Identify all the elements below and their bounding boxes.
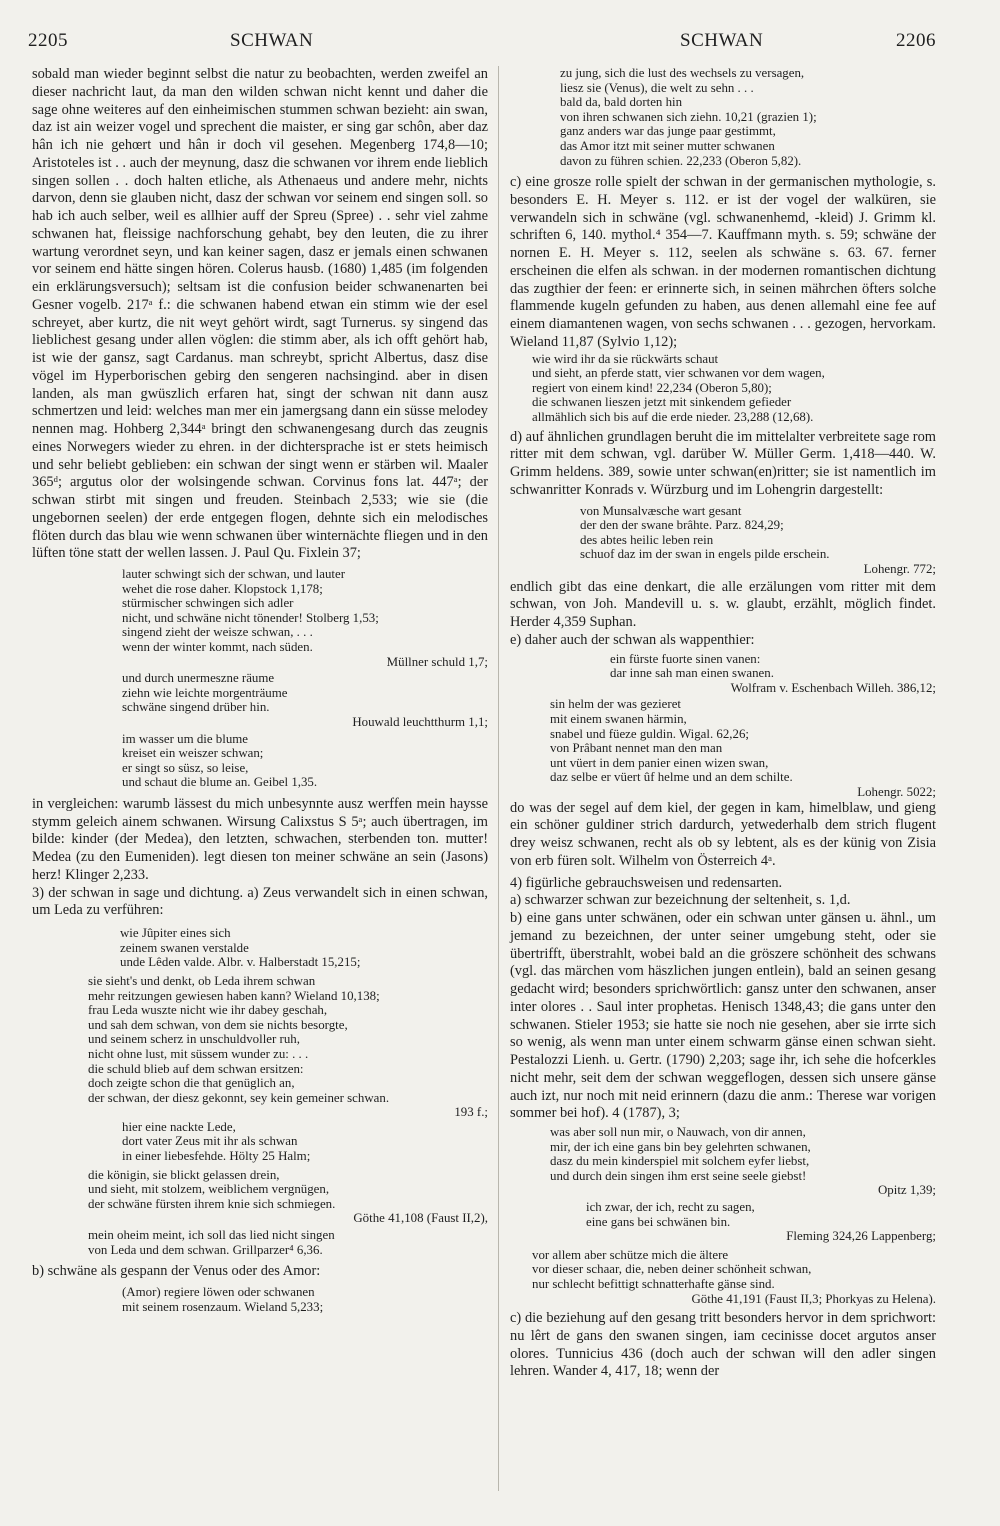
verse-line: lauter schwingt sich der schwan, und lauter (122, 567, 346, 581)
verse-quotation (32, 671, 488, 729)
verse-line: zu jung, sich die lust des wechsels zu versagen, (560, 66, 805, 80)
quote-source: Göthe 41,191 (Faust II,3; Phorkyas zu Helena). (691, 1291, 936, 1306)
verse-line: mir, der ich eine gans bin bey gelehrten schwanen, (550, 1139, 811, 1154)
right-column (510, 66, 936, 1381)
verse-quotation (510, 1248, 936, 1306)
verse-line: von Prâbant nennet man den man (550, 741, 723, 756)
verse-line: frau Leda wuszte nicht wie ihr dabey geschah, (88, 1003, 328, 1018)
verse-line: eine gans bei schwänen bin. (586, 1214, 731, 1229)
article-paragraph: a) schwarzer schwan zur bezeichnung der seltenheit, s. 1,d. (510, 892, 851, 909)
verse-line: nur schlecht befittigt schnatterhafte gänse sind. (532, 1276, 775, 1291)
verse-line: hier eine nackte Lede, (122, 1119, 236, 1134)
article-paragraph: endlich gibt das eine denkart, die alle erzälungen vom ritter mit dem schwan, von Joh. Mandevill u. s. w. glaubt, erzählt, möglich findet. Herder 4,359 Suphan. (510, 578, 936, 631)
verse-quotation (510, 652, 936, 696)
verse-line: zeinem swanen verstalde (120, 940, 249, 955)
article-paragraph: e) daher auch der schwan als wappenthier: (510, 631, 755, 648)
page-number-left: 2205 (28, 30, 68, 51)
verse-line: ich zwar, der ich, recht zu sagen, (586, 1200, 755, 1214)
verse-line: wie Jûpiter eines sich (120, 926, 231, 941)
article-paragraph: c) die beziehung auf den gesang tritt besonders hervor in dem sprichwort: nu lêrt de gans den swanen singen, iam cecinisse docet argutos anser olores. Tunnicius 436 (doch auch der schwan will den adler singen lehren. Wander 4, 417, 18; wenn der (510, 1310, 936, 1380)
verse-line: (Amor) regiere löwen oder schwanen (122, 1284, 315, 1299)
verse-line: ganz anders war das junge paar gestimmt, (560, 124, 776, 139)
quote-source: Houwald leuchtthurm 1,1; (352, 714, 488, 729)
quote-source: Wolfram v. Eschenbach Willeh. 386,12; (730, 680, 936, 695)
verse-line: schuof daz im der swan in engels pilde erschein. (580, 547, 830, 562)
running-title-left: SCHWAN (230, 30, 314, 51)
verse-quotation (510, 66, 936, 168)
page-number-right: 2206 (896, 30, 936, 51)
verse-line: unde Lêden valde. Albr. v. Halberstadt 15,215; (120, 955, 361, 970)
verse-line: er singt so süsz, so leise, (122, 760, 249, 775)
column-divider (498, 66, 499, 1491)
verse-line: der den der swane brâhte. Parz. 824,29; (580, 518, 784, 533)
verse-quotation (32, 926, 488, 970)
left-column (32, 66, 488, 1314)
verse-line: und sieht, an pferde statt, vier schwanen vor dem wagen, (532, 366, 825, 381)
verse-line: die königin, sie blickt gelassen drein, (88, 1167, 280, 1182)
quote-source: Müllner schuld 1,7; (386, 654, 488, 669)
verse-line: unt vüert in dem panier einen wizen swan, (550, 755, 769, 770)
verse-quotation (32, 732, 488, 790)
article-paragraph: b) schwäne als gespann der Venus oder des Amor: (32, 1263, 321, 1280)
verse-line: sie sieht's und denkt, ob Leda ihrem schwan (88, 973, 316, 988)
verse-line: singend zieht der weisze schwan, . . . (122, 625, 313, 640)
verse-line: der schwan, der diesz gekonnt, sey kein gemeiner schwan. (88, 1090, 390, 1105)
verse-line: ein fürste fuorte sinen vanen: (610, 651, 761, 666)
verse-line: das Amor itzt mit seiner mutter schwanen (560, 138, 775, 153)
article-paragraph: 4) figürliche gebrauchsweisen und redensarten. (510, 874, 783, 891)
verse-line: und durch dein singen ihm erst seine seele giebst! (550, 1168, 807, 1183)
verse-line: stürmischer schwingen sich adler (122, 596, 294, 611)
quote-source: Lohengr. 5022; (857, 784, 936, 799)
verse-quotation (510, 352, 936, 425)
verse-quotation (510, 697, 936, 799)
verse-quotation (32, 1120, 488, 1164)
verse-line: was aber soll nun mir, o Nauwach, von dir annen, (550, 1125, 806, 1140)
verse-line: wenn der winter kommt, nach süden. (122, 639, 313, 654)
verse-line: dort vater Zeus mit ihr als schwan (122, 1134, 298, 1149)
verse-line: mein oheim meint, ich soll das lied nicht singen (88, 1228, 335, 1243)
verse-line: bald da, bald dorten hin (560, 95, 683, 110)
verse-quotation (32, 1285, 488, 1314)
verse-line: der schwäne fürsten ihrem knie sich schmiegen. (88, 1196, 336, 1211)
article-paragraph: do was der segel auf dem kiel, der gegen in kam, himelblaw, und gieng ein schöner guldiner strich dardurch, yetwederhalb dem strich flugent drey weisz schwanen, recht als ob sy lebtent, als es der künig von Zisia von erb füren solt. Wilhelm von Österreich 4ᵃ. (510, 799, 936, 869)
verse-line: wie wird ihr da sie rückwärts schaut (532, 351, 719, 366)
verse-line: doch zeigte schon die that genüglich an, (88, 1076, 295, 1091)
verse-line: des abtes heilic leben rein (580, 532, 714, 547)
article-paragraph: in vergleichen: warumb lässest du mich unbesynnte ausz werffen mein haysse stymm geleich ainem schwanen. Wirsung Calixstus S 5ᵃ; auch übertragen, im bilde: kinder (der Medea), den letzten, schwachen, sterbenden ton. mutter! Medea (zu den Eumeniden). legt diesen ton meiner schwäne an sein (Jasons) herz! Klinger 2,233. (32, 795, 488, 883)
verse-line: snabel und füeze guldin. Wigal. 62,26; (550, 726, 750, 741)
verse-line: und durch unermeszne räume (122, 671, 275, 686)
verse-line: dar inne sah man einen swanen. (610, 666, 774, 681)
quote-source: Fleming 324,26 Lappenberg; (786, 1229, 936, 1244)
verse-line: liesz sie (Venus), die welt zu sehn . . . (560, 80, 754, 95)
verse-line: schwäne singend drüber hin. (122, 700, 270, 715)
verse-line: mit einem swanen härmin, (550, 711, 687, 726)
verse-line: nicht, und schwäne nicht tönender! Stolberg 1,53; (122, 610, 379, 625)
running-title-right: SCHWAN (680, 30, 764, 51)
article-paragraph: c) eine grosze rolle spielt der schwan in der germanischen mythologie, s. besonders E. H. Meyer s. 112. er ist der vogel der walküren, sie verwandeln sich in schwäne (vgl. schwanenhemd, -kleid) J. Grimm kl. schriften 6, 140. mythol.⁴ 354—7. Kauffmann myth. s. 59; schwäne der nornen E. H. Meyer s. 112, seelen als schwäne s. 63. 67. ferner erscheinen die elfen als schwan. in der modernen romantischen dichtung das zugthier der feen: er erinnerte sich, in seinen mährchen öfters solche flammende kugeln gefunden zu haben, aus denen allemahl eine fee auf einem diamantenen wagen, von sechs schwanen . . . gezogen, hervorkam. Wieland 11,87 (Sylvio 1,12); (510, 174, 936, 350)
verse-line: von Leda und dem schwan. Grillparzer⁴ 6,36. (88, 1242, 323, 1257)
verse-quotation (510, 504, 936, 577)
verse-line: allmählich sich bis auf die erde nieder. 23,288 (12,68). (532, 410, 814, 425)
verse-quotation (32, 1228, 488, 1257)
article-paragraph: sobald man wieder beginnt selbst die natur zu beobachten, werden zweifel an dieser nachricht laut, da man den wilden schwan nicht kennt und daher die sage ohne weiteres auf den einheimischen stummen schwan bezieht: ain swan, daz ist ain weizer vogel und sprechent die maister, er sing gar schôn, aber daz hân ich nie gehœrt und hân ir doch vil gesehen. Megenberg 174,8—10; Aristoteles ist . . auch der meynung, dasz die schwanen vor ihrem ende lieblich singen sollen . . doch halten etliche, als Athenaeus und andere mehr, nichts darvon, denn sie glauben nicht, dasz der schwan vor seinem end singen soll. so hab ich auch selber, weil es allhier auff der Spreu (Spree) . . sehr viel zahme schwanen hat, fleissige nachforschung gehabt, bey den leuten, die zu ihrer wartung verordnet seyn, und kan keiner sagen, dasz er jemals einen schwanen vor seinem end hätte singen hören. Colerus hausb. (1680) 1,485 (im folgenden ein erklärungsversuch); seltsam ist die confusion beider schwanenarten bei Gesner vogelb. 217ᵃ f.: die schwanen habend etwan ein stimm wie der esel schreyet, aber kurtz, die nit weyt gehört wirdt, sagt Turnerus. sy singend das lieblichest gesang under allen vöglen: die stimm aber, als ich offt gehört hab, ist wie der gansz, sagt Cardanus. man schreybt, spricht Albertus, dasz dise vögel im Hyperborischen gebirg den sengeren nachsingind. aber in disen landen, als man gwüszlich erfaren hat, singt der schwan nit dann ausz schmertzen und leid: welches man mer ein jamergsang dann ein süsse melodey nennen mag. Hohberg 2,344ᵃ bringt den schwanengesang durch das zeugnis eines Norwegers wieder zu ehren. in der dichtersprache ist er stets heimisch und sehr beliebt geblieben: ein schwan der singt wenn er stärben wil. Maaler 365ᵈ; argutus olor der wolsingende schwan. Corvinus fons lat. 447ᵃ; der schwan stirbt mit singen und freuden. Steinbach 2,533; wie sie (die ungebornen seelen) der erde entgegen flogen, dehnte sich ein melodisches flöten durch das blau wie wenn schwanen über winternächte fliegen und in den lüften töne statt der wellen lassen. J. Paul Qu. Fixlein 37; (32, 66, 488, 562)
verse-line: im wasser um die blume (122, 731, 249, 746)
verse-line: und sieht, mit stolzem, weiblichem vergnügen, (88, 1182, 330, 1197)
verse-line: mit seinem rosenzaum. Wieland 5,233; (122, 1299, 324, 1314)
verse-quotation (32, 1168, 488, 1226)
verse-quotation (32, 567, 488, 669)
verse-line: die schwanen lieszen jetzt mit sinkendem gefieder (532, 395, 792, 410)
verse-line: in einer liebesfehde. Hölty 25 Halm; (122, 1149, 311, 1164)
verse-line: wehet die rose daher. Klopstock 1,178; (122, 581, 323, 596)
verse-line: und sah dem schwan, von dem sie nichts besorgte, (88, 1017, 348, 1032)
verse-line: davon zu führen schien. 22,233 (Oberon 5,82). (560, 153, 802, 168)
verse-line: dasz du mein kinderspiel mit solchem eyfer liebst, (550, 1154, 810, 1169)
quote-source: Göthe 41,108 (Faust II,2), (353, 1211, 488, 1226)
verse-line: ziehn wie leichte morgenträume (122, 685, 288, 700)
verse-line: regiert von einem kind! 22,234 (Oberon 5,80); (532, 380, 772, 395)
quote-source: Opitz 1,39; (877, 1183, 936, 1198)
verse-line: die schuld blieb auf dem schwan ersitzen: (88, 1061, 304, 1076)
article-paragraph: 3) der schwan in sage und dichtung. a) Zeus verwandelt sich in einen schwan, um Leda zu verführen: (32, 884, 488, 919)
verse-line: sin helm der was gezieret (550, 697, 682, 712)
article-paragraph: b) eine gans unter schwänen, oder ein schwan unter gänsen u. ähnl., um jemand zu bezeichnen, der unter seiner umgebung steht, oder sie übertrifft, überstrahlt, wobei bald an die gröszere schönheit des schwans (vgl. das märchen vom häszlichen jungen entlein), bald an seinen gesang gedacht wird; besonders sprichwörtlich: gansz unter den schwanen, anser inter olores . . Saul inter prophetas. Henisch 1348,43; die gans unter den schwanen. Stieler 1953; sie hatte sie noch nie gesehen, aber sie irrte sich so wenig, als wenn man unter einem schwarm gänse einen schwan sieht. Pestalozzi Lienh. u. Gertr. (1790) 2,203; sage ihr, ich sehe die hofcerkles nicht mehr, seit dem der schwan weggeflogen, dessen sich unsere gänse auch izt, nur noch mit neid erinnern (dazu die anm.: Therese war vorigen sommer bei hof). 4 (1787), 3; (510, 910, 936, 1122)
verse-line: nicht ohne lust, mit süssem wunder zu: . . . (88, 1046, 309, 1061)
verse-line: von ihren schwanen sich ziehn. 10,21 (grazien 1); (560, 109, 817, 124)
verse-line: und seinem scherz in unschuldvoller ruh, (88, 1032, 300, 1047)
quote-source: 193 f.; (454, 1105, 488, 1120)
verse-line: von Munsalvæsche wart gesant (580, 503, 742, 518)
verse-line: und schaut die blume an. Geibel 1,35. (122, 775, 318, 790)
verse-quotation (32, 974, 488, 1120)
verse-line: vor allem aber schütze mich die ältere (532, 1247, 729, 1262)
verse-quotation (510, 1125, 936, 1198)
article-paragraph: d) auf ähnlichen grundlagen beruht die im mittelalter verbreitete sage rom ritter mit dem schwan, vgl. darüber W. Müller Germ. 1,418—440. W. Grimm heldens. 389, sowie unter schwan(en)ritter; sie ist namentlich im schwanritter Konrads v. Würzburg und im Lohengrin dargestellt: (510, 428, 936, 498)
verse-line: kreiset ein weiszer schwan; (122, 746, 264, 761)
verse-line: daz selbe er vüert ûf helme und an dem schilte. (550, 770, 793, 785)
verse-line: mehr reitzungen gewiesen haben kann? Wieland 10,138; (88, 988, 380, 1003)
verse-quotation (510, 1200, 936, 1244)
quote-source: Lohengr. 772; (863, 562, 936, 576)
verse-line: vor dieser schaar, die, neben deiner schönheit schwan, (532, 1262, 812, 1277)
